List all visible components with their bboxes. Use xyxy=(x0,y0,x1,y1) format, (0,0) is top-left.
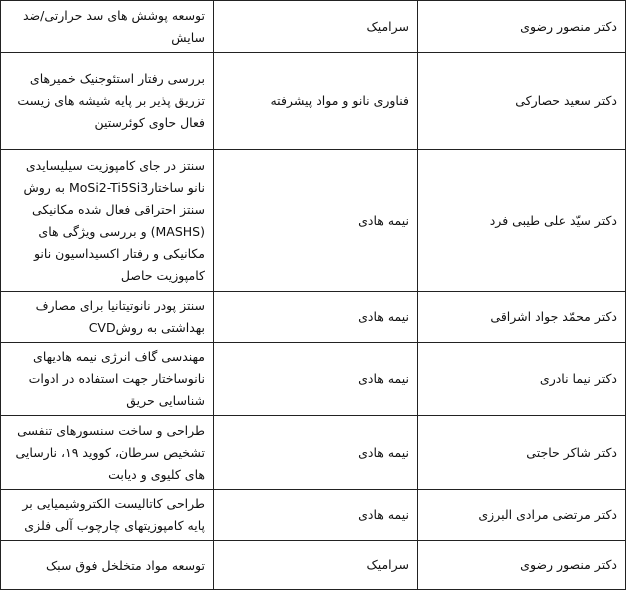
title-cell: بررسی رفتار استئوجنیک خمیرهای تزریق پذیر بر پایه شیشه های زیست فعال حاوی کوئرستین xyxy=(1,53,214,150)
advisor-cell: دکتر مرتضی مرادی البرزی xyxy=(418,490,626,541)
field-cell: سرامیک xyxy=(214,1,418,53)
title-cell: طراحی کاتالیست الکتروشیمیایی بر پایه کامپوزیتهای چارچوب آلی فلزی xyxy=(1,490,214,541)
advisor-cell: دکتر سعید حصارکی xyxy=(418,53,626,150)
advisor-cell: دکتر منصور رضوی xyxy=(418,1,626,53)
table-row xyxy=(1,343,626,416)
title-cell: سنتز پودر نانوتیتانیا برای مصارف بهداشتی به روشCVD xyxy=(1,292,214,343)
table-row xyxy=(1,541,626,590)
table-row xyxy=(1,1,626,53)
table-row xyxy=(1,53,626,150)
advisor-cell: دکتر سیّد علی طیبی فرد xyxy=(418,150,626,292)
field-cell: فناوری نانو و مواد پیشرفته xyxy=(214,53,418,150)
field-cell: نیمه هادی xyxy=(214,490,418,541)
advisor-cell: دکتر نیما نادری xyxy=(418,343,626,416)
title-cell: توسعه پوشش های سد حرارتی/ضد سایش xyxy=(1,1,214,53)
field-cell: نیمه هادی xyxy=(214,292,418,343)
title-cell: مهندسی گاف انرژی نیمه هادیهای نانوساختار جهت استفاده در ادوات شناسایی حریق xyxy=(1,343,214,416)
title-cell: سنتز در جای کامپوزیت سیلیسایدی نانو ساختارMoSi2-Ti5Si3 به روش سنتز احتراقی فعال شده مکانیکی (MASHS) و بررسی ویژگی های مکانیکی و رفتار اکسیداسیون نانو کامپوزیت حاصل xyxy=(1,150,214,292)
title-cell: توسعه مواد متخلخل فوق سبک xyxy=(1,541,214,590)
table-row xyxy=(1,150,626,292)
table-row xyxy=(1,292,626,343)
field-cell: سرامیک xyxy=(214,541,418,590)
field-cell: نیمه هادی xyxy=(214,150,418,292)
field-cell: نیمه هادی xyxy=(214,343,418,416)
title-cell: طراحی و ساخت سنسورهای تنفسی تشخیص سرطان، کووید ۱۹، نارسایی های کلیوی و دیابت xyxy=(1,416,214,490)
advisor-cell: دکتر محمّد جواد اشراقی xyxy=(418,292,626,343)
table-row xyxy=(1,490,626,541)
table-row xyxy=(1,416,626,490)
advisor-cell: دکتر شاکر حاجتی xyxy=(418,416,626,490)
advisor-cell: دکتر منصور رضوی xyxy=(418,541,626,590)
field-cell: نیمه هادی xyxy=(214,416,418,490)
